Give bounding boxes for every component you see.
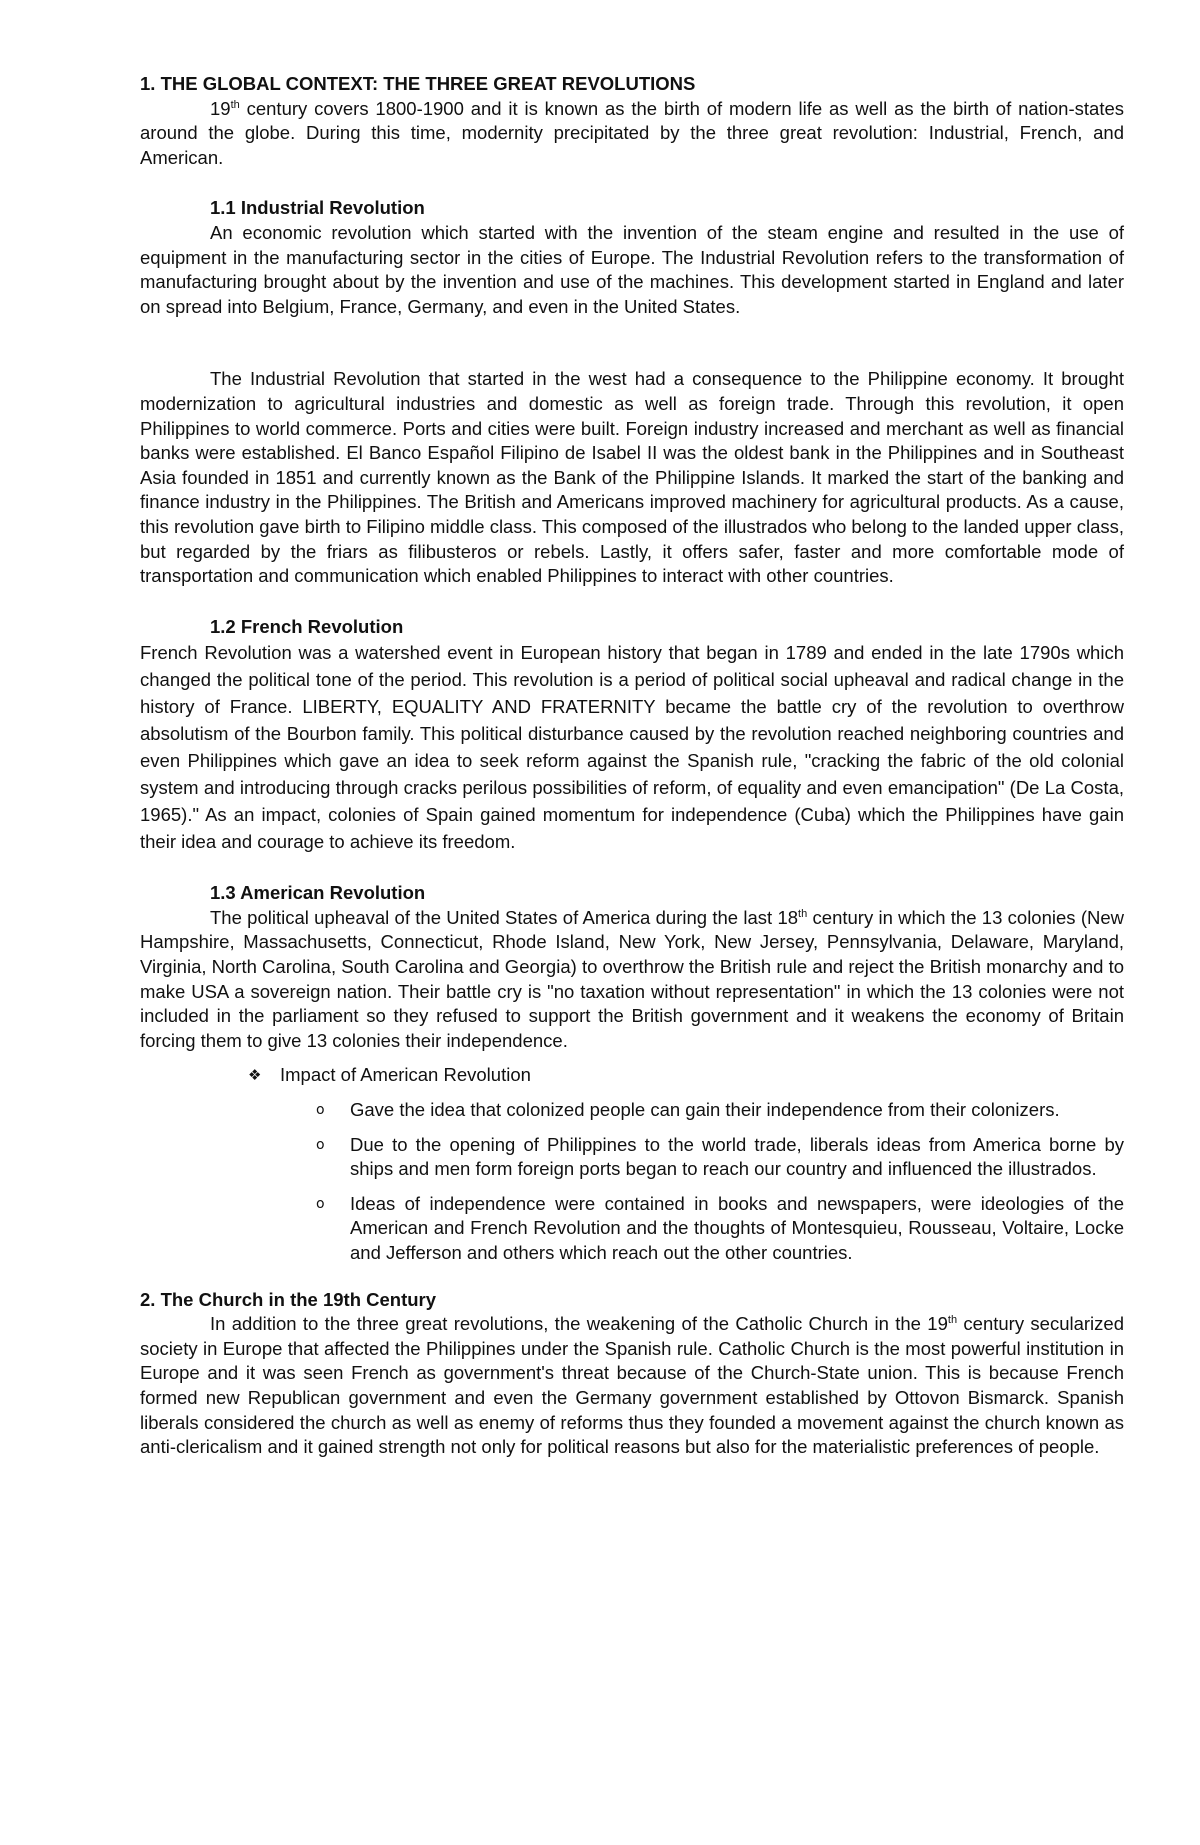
french-heading: 1.2 French Revolution — [210, 615, 404, 637]
industrial-paragraph-2: The Industrial Revolution that started in the west had a consequence to the Philippine economy. It brought modernization to agricultural industries and domestic as well as foreign trade. Through this revolution, it open Philippines to world commerce. Ports and cities were built. Foreign industry increased and merchant as well as financial banks were established. El Banco Español Filipino de Isabel II was the oldest bank in the Philippines and in Southeast Asia founded in 1851 and currently known as the Bank of the Philippine Islands. It marked the start of the banking and finance industry in the Philippines. The British and Americans improved machinery for agricultural products. As a cause, this revolution gave birth to Filipino middle class. This composed of the illustrados who belong to the landed upper class, but regarded by the friars as filibusteros or rebels. Lastly, it offers safer, faster and more comfortable mode of transportation and communication which enabled Philippines to interact with other countries. — [140, 368, 1124, 587]
church-text-start: In addition to the three great revolutions, the weakening of the Catholic Church in the 19 — [210, 1313, 948, 1335]
american-text-start: The political upheaval of the United States of America during the last 18 — [210, 906, 799, 928]
impact-item-text: Due to the opening of Philippines to the world trade, liberals ideas from America borne by ships and men form foreign ports began to reach our country and influenced the illustrados. — [350, 1133, 1124, 1180]
impact-heading-item — [140, 1063, 1124, 1088]
section-1-intro — [140, 97, 1124, 171]
spacer — [140, 1276, 1124, 1288]
spacer — [140, 855, 1124, 881]
impact-list — [140, 1098, 1124, 1266]
church-text-end: century secularized society in Europe that affected the Philippines under the Spanish rule. Catholic Church is the most powerful institution in Europe and it was seen French as government's threat because of the Church-State union. This is because French formed new Republican government and even the Germany government established by Ottovon Bismarck. Spanish liberals considered the church as well as enemy of reforms thus they founded a movement against the church known as anti-clericalism and it gained strength not only for political reasons but also for the materialistic preferences of people. — [140, 1313, 1124, 1458]
impact-item-text: Ideas of independence were contained in books and newspapers, were ideologies of the American and French Revolution and the thoughts of Montesquieu, Rousseau, Voltaire, Locke and Jefferson and others which reach out the other countries. — [350, 1192, 1124, 1263]
intro-number: 19 — [210, 97, 231, 119]
diamond-bullet-icon: ❖ — [248, 1066, 262, 1085]
french-paragraph: French Revolution was a watershed event in European history that began in 1789 and ended in the late 1790s which changed the political tone of the period. This revolution is a period of political social upheaval and radical change in the history of France. LIBERTY, EQUALITY AND FRATERNITY became the battle cry of the revolution to overthrow absolutism of the Bourbon family. This political disturbance caused by the revolution reached neighboring countries and even Philippines which gave an idea to seek reform against the Spanish rule, "cracking the fabric of the old colonial system and introducing through cracks perilous possibilities of reform, of equality and even emancipation" (De La Costa, 1965)." As an impact, colonies of Spain gained momentum for independence (Cuba) which the Philippines have gain their idea and courage to achieve its freedom. — [140, 642, 1124, 853]
american-heading: 1.3 American Revolution — [210, 882, 426, 904]
impact-heading: Impact of American Revolution — [280, 1064, 531, 1086]
church-heading: 2. The Church in the 19th Century — [140, 1288, 437, 1310]
church-paragraph — [140, 1312, 1124, 1460]
spacer — [140, 589, 1124, 615]
industrial-paragraph-1: An economic revolution which started with the invention of the steam engine and resulted in the use of equipment in the manufacturing sector in the cities of Europe. The Industrial Revolution refers to the transformation of manufacturing brought about by the invention and use of the machines. This development started in England and later on spread into Belgium, France, Germany, and even in the United States. — [140, 221, 1124, 317]
impact-item-text: Gave the idea that colonized people can gain their independence from their colonizers. — [350, 1099, 1060, 1121]
intro-text: century covers 1800-1900 and it is known as the birth of modern life as well as the birth of nation-states around the globe. During this time, modernity precipitated by the three great revolution: Industrial, French, and American. — [140, 97, 1124, 168]
circle-bullet-icon: o — [316, 1136, 325, 1153]
american-text-end: century in which the 13 colonies (New Hampshire, Massachusetts, Connecticut, Rhode Island, New York, New Jersey, Pennsylvania, Delaware, Maryland, Virginia, North Carolina, South Carolina and Georgia) to overthrow the British rule and reject the British monarchy and to make USA a sovereign nation. Their battle cry is "no taxation without representation" in which the 13 colonies were not included in the parliament so they refused to support the British government and it weakens the economy of Britain forcing them to give 13 colonies their independence. — [140, 906, 1124, 1051]
section-1-heading: 1. THE GLOBAL CONTEXT: THE THREE GREAT REVOLUTIONS — [140, 73, 696, 94]
intro-superscript: th — [230, 98, 240, 111]
spacer — [140, 170, 1124, 196]
circle-bullet-icon: o — [316, 1102, 325, 1119]
list-item — [316, 1133, 1124, 1182]
circle-bullet-icon: o — [316, 1195, 325, 1212]
spacer — [140, 319, 1124, 367]
american-paragraph — [140, 906, 1124, 1054]
list-item — [316, 1192, 1124, 1266]
list-item — [316, 1098, 1124, 1123]
church-superscript: th — [947, 1314, 958, 1327]
industrial-heading: 1.1 Industrial Revolution — [210, 197, 425, 219]
american-superscript: th — [798, 907, 808, 920]
